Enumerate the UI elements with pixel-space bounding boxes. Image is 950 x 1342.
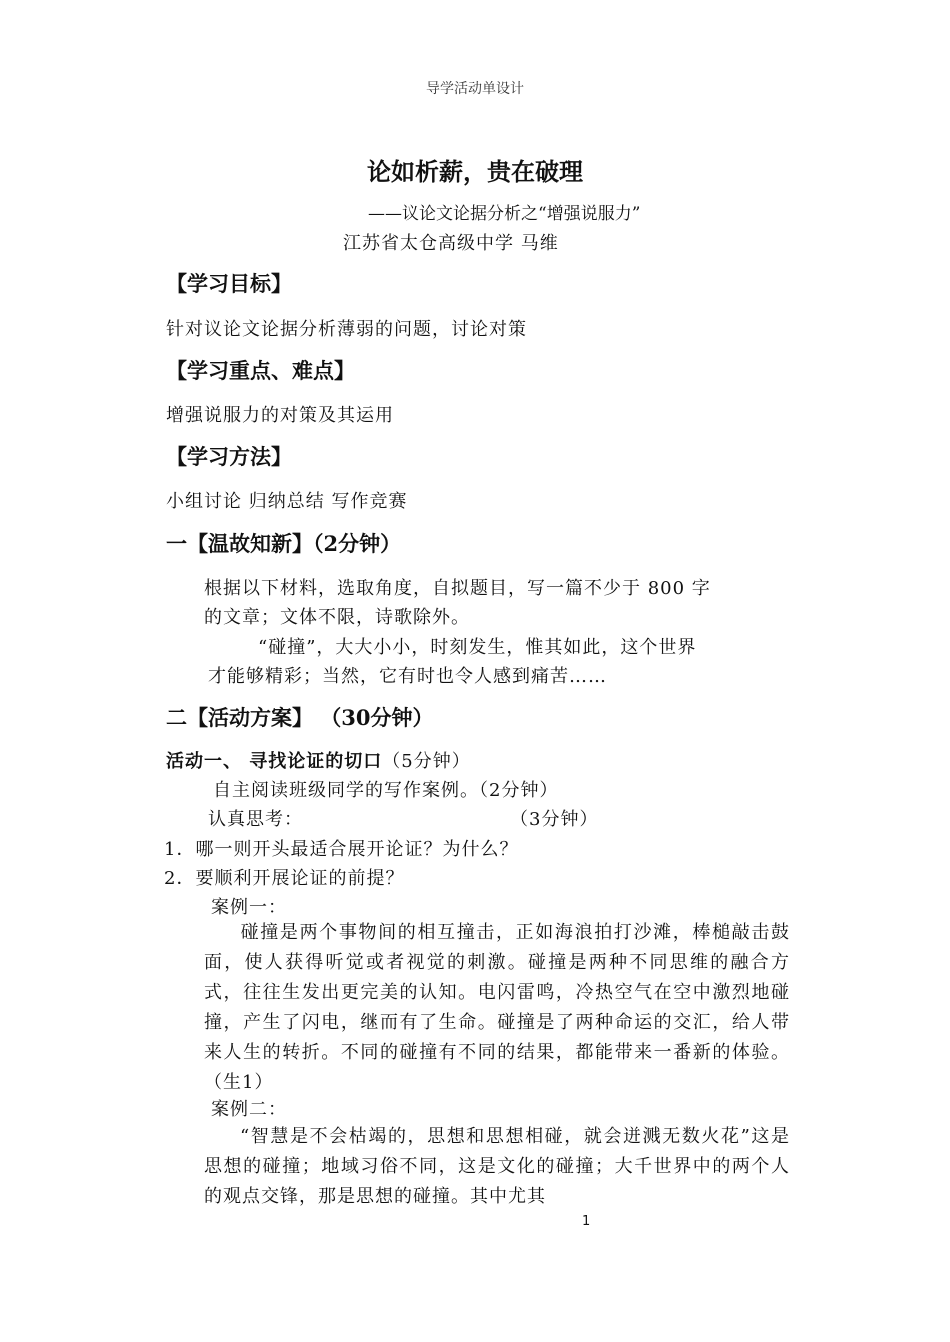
- activity1-step2-time: （3分钟）: [510, 809, 599, 830]
- section1-prompt-line1: 根据以下材料，选取角度，自拟题目，写一篇不少于 800 字: [204, 578, 711, 599]
- section1-material-line1: “碰撞”，大大小小，时刻发生，惟其如此，这个世界: [258, 637, 697, 658]
- case2-paragraph: [204, 1122, 790, 1212]
- case2-text: “智慧是不会枯竭的，思想和思想相碰，就会迸溅无数火花”这是思想的碰撞；地域习俗不同，这是文化的碰撞；大千世界中的两个人的观点交锋，那是思想的碰撞。其中尤其: [204, 1126, 790, 1207]
- page-header: 导学活动单设计: [426, 81, 524, 97]
- document-title: 论如析薪，贵在破理: [367, 158, 583, 186]
- method-heading: 【学习方法】: [166, 444, 292, 469]
- section1-prompt-line2: 的文章；文体不限，诗歌除外。: [204, 607, 470, 628]
- activity1-title: 活动一、 寻找论证的切口: [166, 751, 383, 772]
- method-text: 小组讨论 归纳总结 写作竞赛: [166, 491, 408, 512]
- question-2: 2．要顺利开展论证的前提？: [164, 868, 405, 889]
- case1-paragraph: [204, 918, 790, 1098]
- page-number: 1: [582, 1214, 591, 1229]
- objective-text: 针对议论文论据分析薄弱的问题，讨论对策: [166, 319, 527, 340]
- focus-text: 增强说服力的对策及其运用: [166, 405, 394, 426]
- section2-heading: 二【活动方案】 （30分钟）: [166, 705, 434, 730]
- activity1-step1: 自主阅读班级同学的写作案例。（2分钟）: [213, 780, 559, 801]
- document-subtitle: ——议论文论据分析之“增强说服力”: [368, 204, 641, 224]
- section1-heading: 一【温故知新】（2分钟）: [166, 531, 402, 556]
- activity1-step2-label: 认真思考：: [208, 809, 303, 830]
- section1-material-line2: 才能够精彩；当然，它有时也令人感到痛苦……: [208, 666, 607, 687]
- objective-heading: 【学习目标】: [166, 271, 292, 296]
- question-1: 1．哪一则开头最适合展开论证？为什么？: [164, 839, 519, 860]
- author-line: 江苏省太仓高级中学 马维: [343, 233, 559, 254]
- focus-heading: 【学习重点、难点】: [166, 358, 355, 383]
- case1-text: 碰撞是两个事物间的相互撞击，正如海浪拍打沙滩，棒槌敲击鼓面，使人获得听觉或者视觉的刺激。碰撞是两种不同思维的融合方式，往往生发出更完美的认知。电闪雷鸣，冷热空气在空中激烈地碰撞，产生了闪电，继而有了生命。碰撞是了两种命运的交汇，给人带来人生的转折。不同的碰撞有不同的结果，都能带来一番新的体验。（生1）: [204, 922, 790, 1093]
- case1-label: 案例一：: [211, 897, 287, 918]
- activity1-line: [166, 747, 471, 773]
- case2-label: 案例二：: [211, 1099, 287, 1120]
- activity1-time: （5分钟）: [382, 751, 471, 772]
